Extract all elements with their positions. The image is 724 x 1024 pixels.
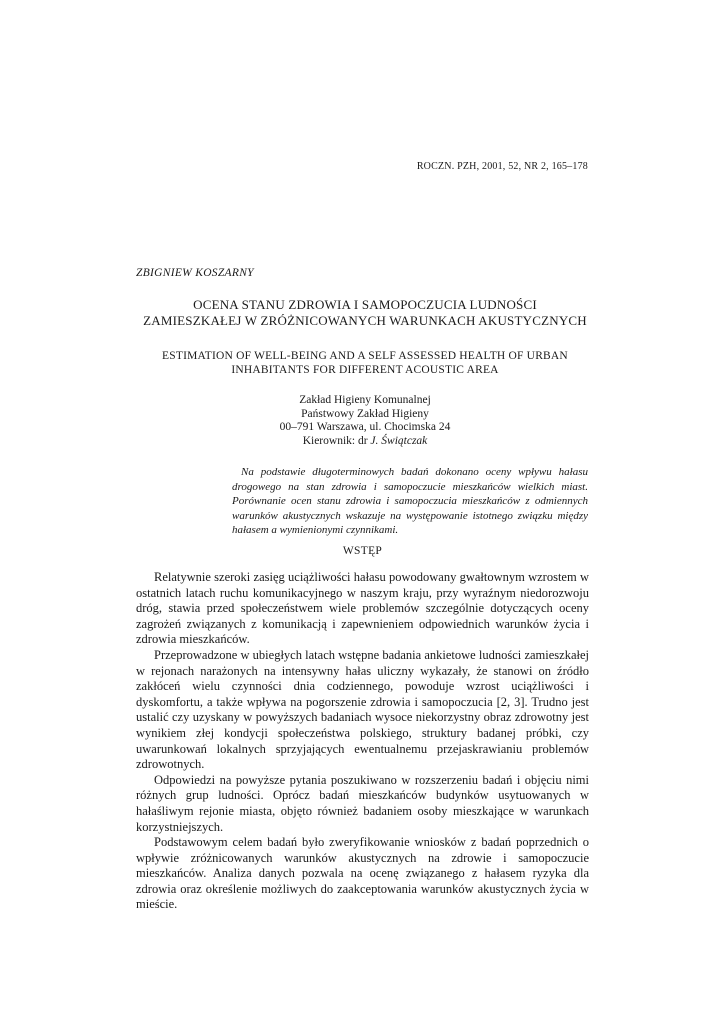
paragraph: Relatywnie szeroki zasięg uciążliwości hałasu powodowany gwałtownym wzrostem w ostatnich latach ruchu komunikacyjnego w naszym kraju, przy wyraźnym niedorozwoju dróg, stawia przed społeczeństwem wiele problemów szczególnie dotyczących oceny zagrożeń związanych z komunikacją i zapewnieniem odpowiednich warunków życia i zdrowia mieszkańców. — [136, 570, 589, 647]
body-text — [136, 570, 589, 913]
paragraph: Przeprowadzone w ubiegłych latach wstępne badania ankietowe ludności zamieszkałej w rejonach narażonych na intensywny hałas uliczny wykazały, że stanowi on źródło zakłóceń wielu czynności dnia codziennego, powoduje wzrost uciążliwości i dyskomfortu, a także wpływa na pogorszenie zdrowia i samopoczucia [2, 3]. Trudno jest ustalić czy uzyskany w powyższych badaniach wysoce niekorzystny obraz zdrowotny jest wynikiem złej kondycji społeczeństwa polskiego, struktury badanej próbki, czy uwarunkowań lokalnych sprzyjających ewentualnemu przejaskrawianiu problemów zdrowotnych. — [136, 647, 589, 772]
title-polish-line: ZAMIESZKAŁEJ W ZRÓŻNICOWANYCH WARUNKACH AKUSTYCZNYCH — [143, 313, 587, 328]
chief-name: J. Świątczak — [370, 434, 428, 447]
affiliation-chief — [200, 435, 530, 449]
paragraph: Podstawowym celem badań było zweryfikowanie wniosków z badań poprzednich o wpływie zróżnicowanych warunków akustycznych na zdrowie i samopoczucie mieszkańców. Analiza danych pozwala na ocenę związanego z hałasem ryzyka dla zdrowia oraz określenie możliwych do zaakceptowania warunków akustycznych życia w mieście. — [136, 835, 589, 912]
journal-reference: ROCZN. PZH, 2001, 52, NR 2, 165–178 — [416, 161, 588, 172]
paragraph: Odpowiedzi na powyższe pytania poszukiwano w rozszerzeniu badań i objęciu nimi różnych grup ludności. Oprócz badań mieszkańców budynków usytuowanych w hałaśliwym rejonie miasta, objęto również badaniem osoby mieszkające w warunkach korzystniejszych. — [136, 772, 589, 834]
affiliation-department: Zakład Higieny Komunalnej — [299, 394, 431, 406]
affiliation-institute: Państwowy Zakład Higieny — [301, 407, 429, 420]
title-english — [130, 349, 600, 377]
title-polish — [130, 297, 600, 329]
title-polish-line: OCENA STANU ZDROWIA I SAMOPOCZUCIA LUDNOŚCI — [193, 297, 537, 312]
affiliation — [200, 394, 530, 448]
affiliation-address: 00–791 Warszawa, ul. Chocimska 24 — [279, 421, 451, 433]
author-name: ZBIGNIEW KOSZARNY — [136, 267, 254, 279]
title-english-line: ESTIMATION OF WELL-BEING AND A SELF ASSESSED HEALTH OF URBAN — [162, 350, 568, 362]
section-heading: WSTĘP — [342, 545, 383, 557]
chief-label: Kierownik: dr — [302, 434, 368, 447]
title-english-line: INHABITANTS FOR DIFFERENT ACOUSTIC AREA — [231, 364, 499, 376]
abstract: Na podstawie długoterminowych badań dokonano oceny wpływu hałasu drogowego na stan zdrowia i samopoczucie mieszkańców wielkich miast. Porównanie ocen stanu zdrowia i samopoczucia mieszkańców z odmiennych warunków akustycznych wskazuje na występowanie istotnego związku między hałasem a wymienionymi czynnikami. — [232, 466, 588, 537]
